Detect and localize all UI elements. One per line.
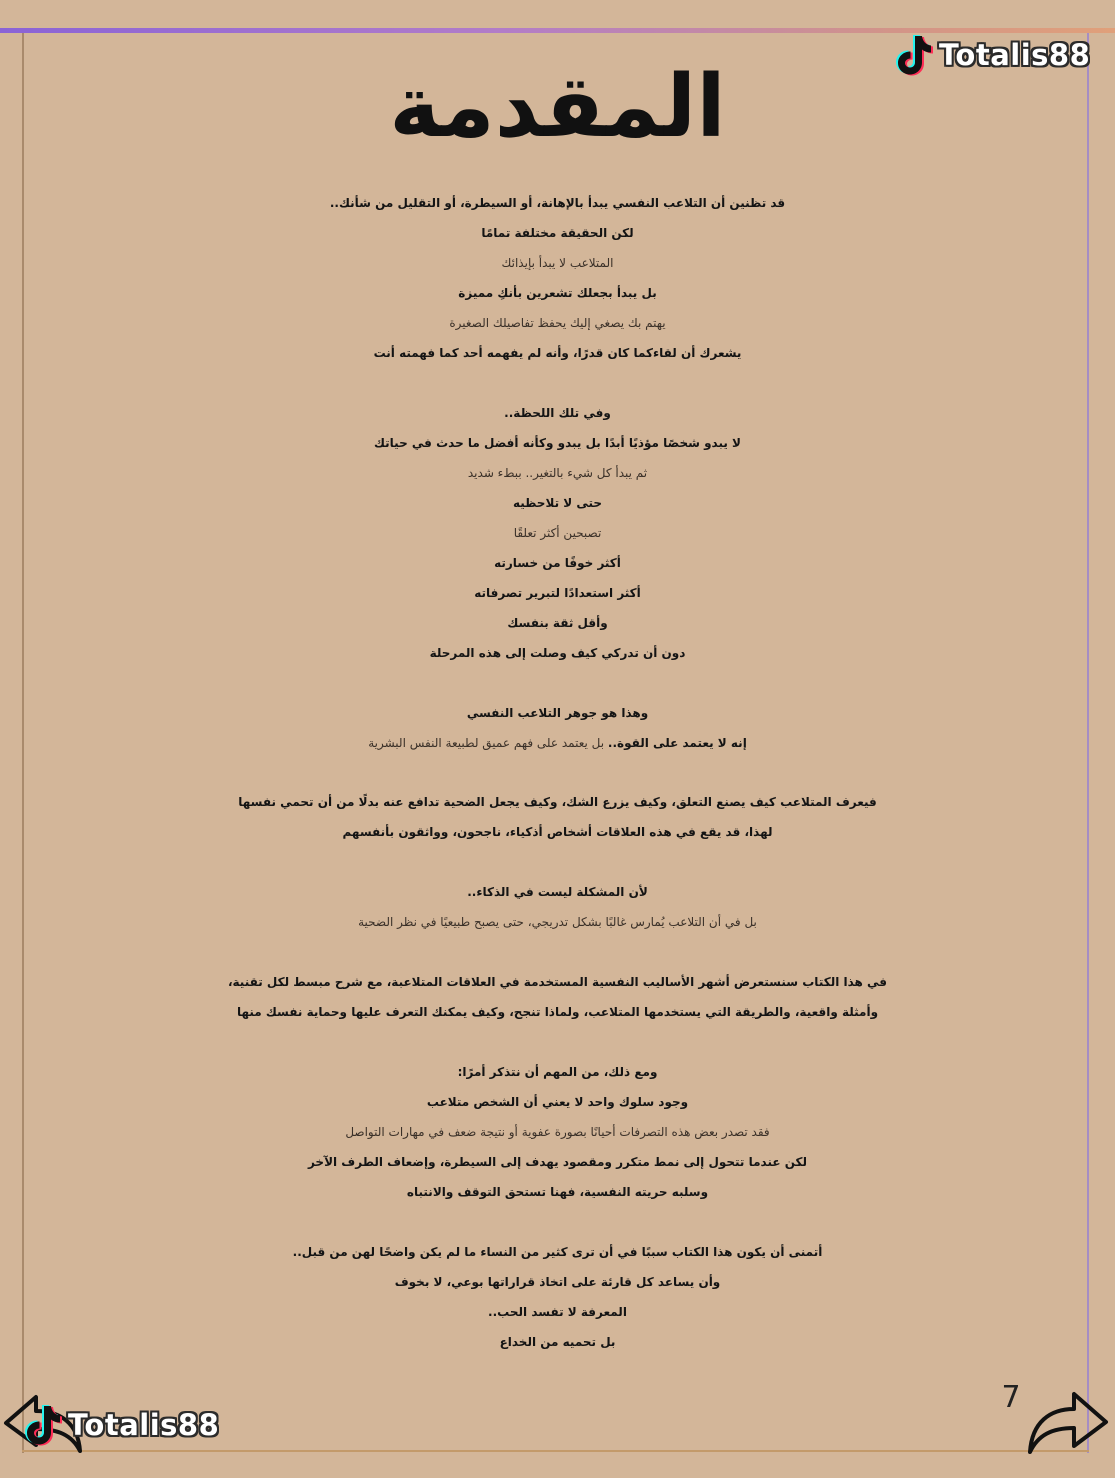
text-line: وسلبه حريته النفسية، فهنا تستحق التوقف والانتباه <box>406 1184 709 1199</box>
page-number: 7 <box>1001 1380 1021 1415</box>
text-line: تصبحين أكثر تعلقًا <box>513 525 602 540</box>
text-line: لكن عندما تتحول إلى نمط متكرر ومقصود يهدف إلى السيطرة، وإضعاف الطرف الآخر <box>307 1154 808 1169</box>
paragraph-gap <box>40 937 1075 967</box>
text-line: لهذا، قد يقع في هذه العلاقات أشخاص أذكياء، ناجحون، وواثقون بأنفسهم <box>342 825 773 840</box>
text-line: أتمنى أن يكون هذا الكتاب سببًا في أن ترى كثير من النساء ما لم يكن واضحًا لهن من قبل.. <box>292 1244 823 1259</box>
watermark-bottom <box>22 1402 219 1448</box>
text-line: وهذا هو جوهر التلاعب النفسي <box>466 705 649 720</box>
text-line: المتلاعب لا يبدأ بإيذائك <box>501 256 614 270</box>
page-title: المقدمة <box>389 57 726 157</box>
paragraph-gap <box>40 368 1075 398</box>
text-line: لكن الحقيقة مختلفة تمامًا <box>481 226 634 240</box>
paragraph-gap <box>40 1207 1075 1237</box>
text-line: حتى لا تلاحظيه <box>512 495 603 510</box>
text-line: قد تظنين أن التلاعب النفسي يبدأ بالإهانة، أو السيطرة، أو التقليل من شأنك.. <box>329 196 786 210</box>
page-frame-bottom <box>22 1450 1089 1452</box>
text-line: فقد تصدر بعض هذه التصرفات أحيانًا بصورة عفوية أو نتيجة ضعف في مهارات التواصل <box>345 1124 770 1139</box>
text-line-regular-part: بل يعتمد على فهم عميق لطبيعة النفس البشرية <box>368 735 608 750</box>
text-line: وأمثلة واقعية، والطريقة التي يستخدمها المتلاعب، ولماذا تنجح، وكيف يمكنك التعرف عليها وحماية نفسك منها <box>236 1004 879 1019</box>
intro-body <box>40 188 1075 1357</box>
text-line: وأن يساعد كل قارئة على اتخاذ قراراتها بوعي، لا بخوف <box>394 1274 721 1289</box>
text-line: وجود سلوك واحد لا يعني أن الشخص متلاعب <box>426 1094 689 1109</box>
text-line: ثم يبدأ كل شيء بالتغير.. ببطء شديد <box>467 465 648 480</box>
paragraph-gap <box>40 1027 1075 1057</box>
watermark-text: Totalis88 <box>68 1408 220 1442</box>
text-line: دون أن تدركي كيف وصلت إلى هذه المرحلة <box>429 645 686 660</box>
text-line: يهتم بك يصغي إليك يحفظ تفاصيلك الصغيرة <box>449 316 666 330</box>
text-line-bold-part: إنه لا يعتمد على القوة.. <box>607 735 747 750</box>
text-line <box>40 728 1075 758</box>
page-frame-left <box>22 33 24 1453</box>
text-line: أكثر خوفًا من خسارته <box>494 555 621 570</box>
text-line: فيعرف المتلاعب كيف يصنع التعلق، وكيف يزرع الشك، وكيف يجعل الضحية تدافع عنه بدلًا من أن تحمي نفسها <box>238 795 877 810</box>
text-line: يشعرك أن لقاءكما كان قدرًا، وأنه لم يفهمه أحد كما فهمته أنت <box>373 346 742 360</box>
text-line: في هذا الكتاب سنستعرض أشهر الأساليب النفسية المستخدمة في العلاقات المتلاعبة، مع شرح مبسط لكل تقنية، <box>227 974 888 989</box>
text-line: بل في أن التلاعب يُمارس غالبًا بشكل تدريجي، حتى يصبح طبيعيًا في نظر الضحية <box>358 915 757 930</box>
paragraph-gap <box>40 847 1075 877</box>
paragraph-gap <box>40 668 1075 698</box>
text-line: وفي تلك اللحظة.. <box>504 405 611 420</box>
next-page-arrow-icon[interactable] <box>1024 1390 1110 1464</box>
page-frame-right <box>1087 33 1089 1453</box>
text-line: أكثر استعدادًا لتبرير تصرفاته <box>474 585 641 600</box>
text-line: لا يبدو شخصًا مؤذيًا أبدًا بل يبدو وكأنه أفضل ما حدث في حياتك <box>374 435 741 450</box>
tiktok-logo-icon <box>22 1402 64 1448</box>
watermark-text: Totalis88 <box>939 38 1091 72</box>
paragraph-gap <box>40 758 1075 788</box>
text-line: ومع ذلك، من المهم أن نتذكر أمرًا: <box>457 1064 658 1079</box>
text-line: وأقل ثقة بنفسك <box>507 615 608 630</box>
text-line: لأن المشكلة ليست في الذكاء.. <box>467 885 648 900</box>
text-line: المعرفة لا تفسد الحب.. <box>488 1304 627 1319</box>
text-line: بل تحميه من الخداع <box>499 1334 616 1349</box>
text-line: بل يبدأ بجعلك تشعرين بأنكِ مميزة <box>458 286 657 300</box>
